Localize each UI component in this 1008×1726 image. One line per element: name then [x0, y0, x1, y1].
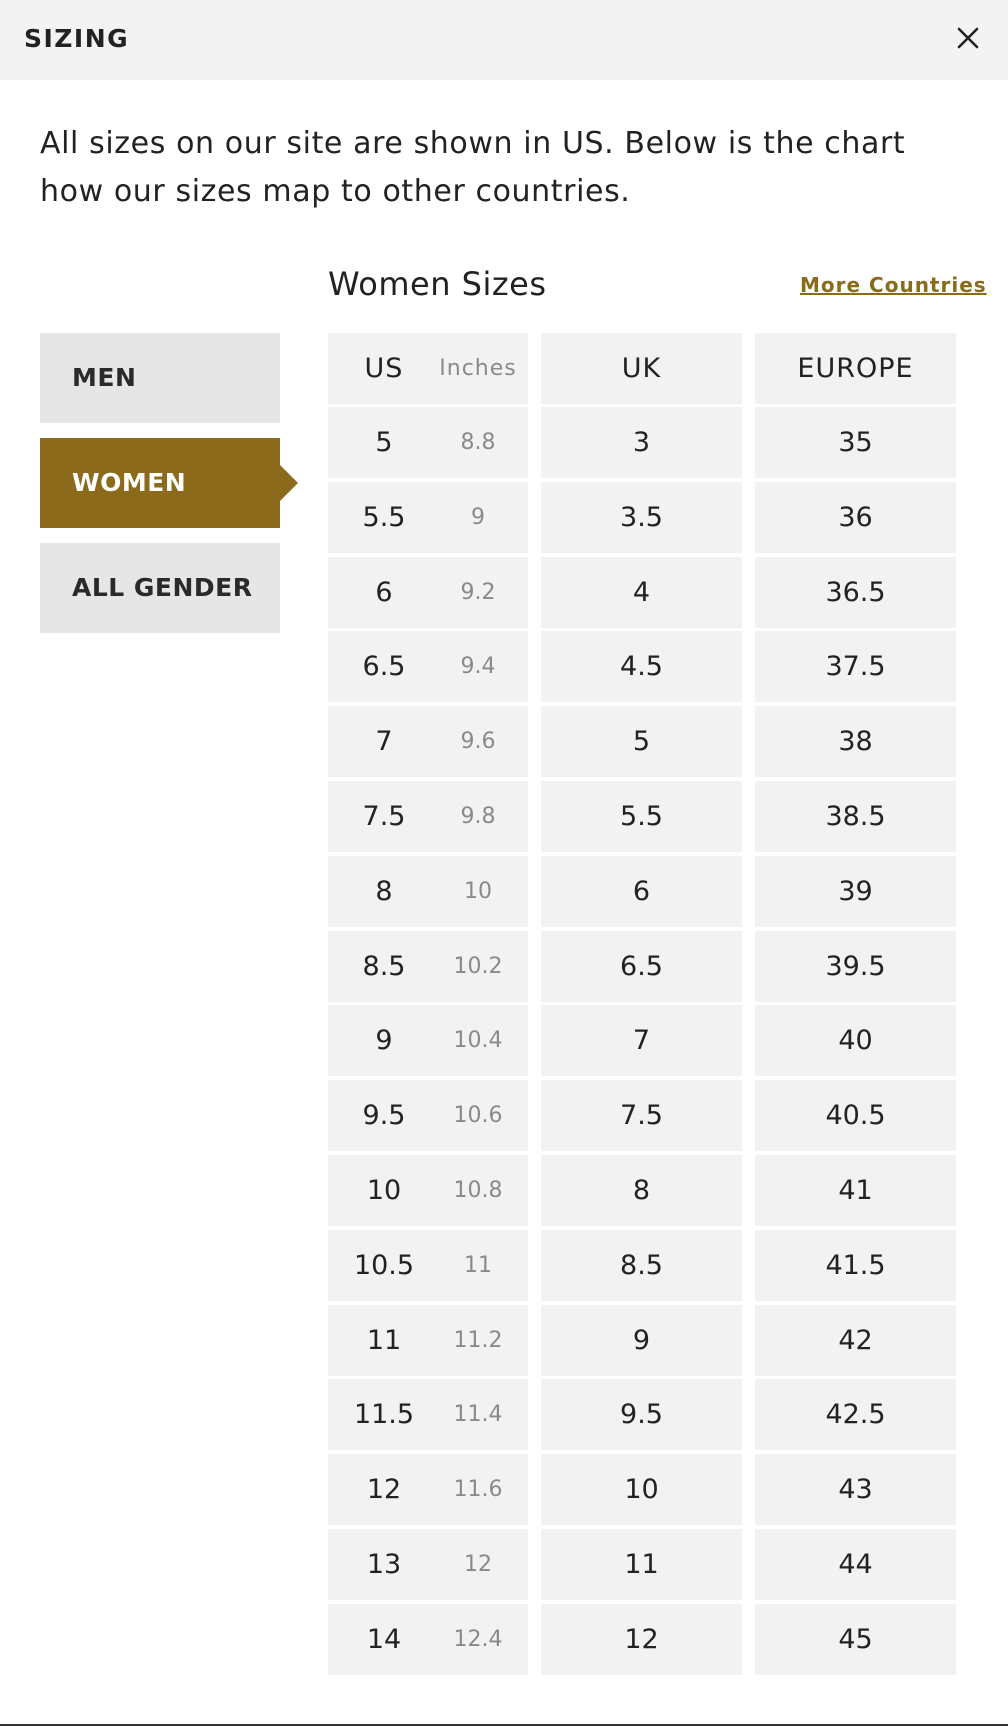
more-countries-link[interactable]: More Countries: [800, 273, 987, 297]
tab-all-gender[interactable]: ALL GENDER: [40, 543, 280, 633]
inches-value: 9.2: [460, 580, 496, 605]
inches-value: 12.4: [453, 1627, 503, 1652]
uk-size-cell: 9.5: [541, 1379, 742, 1450]
us-size-cell: [328, 781, 528, 852]
europe-size-cell: 44: [755, 1529, 956, 1600]
us-size-value: 11.5: [353, 1399, 415, 1430]
inches-value: 10.8: [453, 1178, 503, 1203]
inches-value: 9.4: [460, 654, 496, 679]
inches-value: 8.8: [460, 430, 496, 455]
us-size-value: 5: [375, 427, 393, 458]
us-size-cell: [328, 856, 528, 927]
europe-size-cell: 41.5: [755, 1230, 956, 1301]
europe-size-cell: 45: [755, 1604, 956, 1675]
column-header-us: US: [364, 353, 404, 384]
us-size-cell: [328, 1305, 528, 1376]
uk-size-cell: 8: [541, 1155, 742, 1226]
us-size-value: 8.5: [362, 951, 406, 982]
inches-value: 12: [464, 1552, 492, 1577]
us-size-value: 7.5: [362, 801, 406, 832]
inches-value: 11: [464, 1253, 492, 1278]
us-size-value: 13: [366, 1549, 402, 1580]
uk-size-cell: 3.5: [541, 482, 742, 553]
us-size-value: 6.5: [362, 651, 406, 682]
us-size-value: 10.5: [353, 1250, 415, 1281]
uk-size-cell: 11: [541, 1529, 742, 1600]
us-size-cell: [328, 631, 528, 702]
us-size-cell: [328, 557, 528, 628]
tab-women[interactable]: WOMEN: [40, 438, 280, 528]
europe-size-cell: 41: [755, 1155, 956, 1226]
close-icon: [950, 20, 986, 56]
europe-size-cell: 42: [755, 1305, 956, 1376]
us-size-value: 11: [366, 1325, 402, 1356]
inches-value: 11.4: [453, 1402, 503, 1427]
europe-size-cell: 40: [755, 1005, 956, 1076]
us-size-value: 9.5: [362, 1100, 406, 1131]
column-header-uk: UK: [541, 333, 742, 404]
us-size-value: 12: [366, 1474, 402, 1505]
us-size-value: 5.5: [362, 502, 406, 533]
us-size-cell: [328, 407, 528, 478]
uk-size-cell: 5.5: [541, 781, 742, 852]
inches-value: 11.2: [453, 1328, 503, 1353]
europe-size-cell: 37.5: [755, 631, 956, 702]
us-size-cell: [328, 1379, 528, 1450]
us-size-cell: [328, 1604, 528, 1675]
europe-size-cell: 39: [755, 856, 956, 927]
us-size-cell: [328, 1529, 528, 1600]
uk-size-cell: 9: [541, 1305, 742, 1376]
inches-value: 11.6: [453, 1477, 503, 1502]
us-size-value: 6: [375, 577, 393, 608]
uk-size-cell: 3: [541, 407, 742, 478]
uk-size-cell: 4.5: [541, 631, 742, 702]
uk-size-cell: 6: [541, 856, 742, 927]
column-header-inches: Inches: [439, 356, 517, 381]
us-size-cell: [328, 931, 528, 1002]
uk-size-cell: 5: [541, 706, 742, 777]
us-size-value: 10: [366, 1175, 402, 1206]
inches-value: 9.6: [460, 729, 496, 754]
us-size-cell: [328, 1080, 528, 1151]
inches-value: 10: [464, 879, 492, 904]
europe-size-cell: 36: [755, 482, 956, 553]
us-size-cell: [328, 1155, 528, 1226]
uk-size-cell: 8.5: [541, 1230, 742, 1301]
close-button[interactable]: [950, 20, 986, 56]
europe-size-cell: 43: [755, 1454, 956, 1525]
tab-men[interactable]: MEN: [40, 333, 280, 423]
uk-size-cell: 6.5: [541, 931, 742, 1002]
europe-size-cell: 39.5: [755, 931, 956, 1002]
inches-value: 10.2: [453, 954, 503, 979]
modal-header: [0, 0, 1008, 80]
sizes-title: Women Sizes: [328, 265, 547, 303]
uk-size-cell: 12: [541, 1604, 742, 1675]
europe-size-cell: 42.5: [755, 1379, 956, 1450]
inches-value: 9: [471, 505, 485, 530]
us-size-value: 7: [375, 726, 393, 757]
us-size-cell: [328, 1005, 528, 1076]
uk-size-cell: 7.5: [541, 1080, 742, 1151]
inches-value: 10.4: [453, 1028, 503, 1053]
modal-title: SIZING: [24, 24, 130, 53]
uk-size-cell: 4: [541, 557, 742, 628]
uk-size-cell: 7: [541, 1005, 742, 1076]
europe-size-cell: 38: [755, 706, 956, 777]
europe-size-cell: 40.5: [755, 1080, 956, 1151]
inches-value: 10.6: [453, 1103, 503, 1128]
inches-value: 9.8: [460, 804, 496, 829]
europe-size-cell: 36.5: [755, 557, 956, 628]
intro-text: All sizes on our site are shown in US. Below is the chart how our sizes map to other countries.: [40, 126, 906, 209]
column-header-europe: EUROPE: [755, 333, 956, 404]
europe-size-cell: 38.5: [755, 781, 956, 852]
us-size-cell: [328, 1454, 528, 1525]
us-size-cell: [328, 706, 528, 777]
us-size-value: 9: [375, 1025, 393, 1056]
us-size-value: 14: [366, 1624, 402, 1655]
uk-size-cell: 10: [541, 1454, 742, 1525]
us-size-value: 8: [375, 876, 393, 907]
us-size-cell: [328, 482, 528, 553]
us-size-cell: [328, 1230, 528, 1301]
header-cell-us: [328, 333, 528, 404]
europe-size-cell: 35: [755, 407, 956, 478]
